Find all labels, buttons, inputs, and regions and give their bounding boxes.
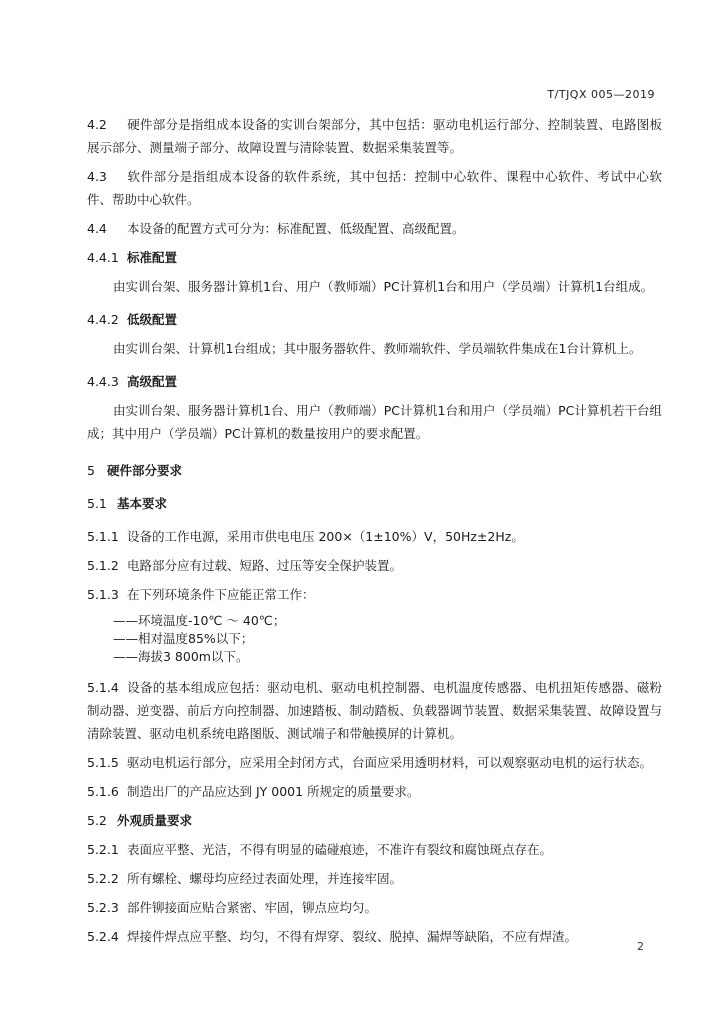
clause-5-1-3	[87, 583, 662, 606]
heading-number: 5.2	[87, 813, 107, 828]
list-item: ——环境温度-10℃ ～ 40℃；	[113, 613, 286, 628]
heading-5-2	[87, 809, 662, 832]
clause-text: 驱动电机运行部分，应采用全封闭方式，台面应采用透明材料，可以观察驱动电机的运行状态。	[127, 755, 653, 770]
heading-4-4-2	[87, 308, 662, 331]
clause-number: 5.2.2	[87, 871, 119, 886]
clause-text: 焊接件焊点应平整、均匀，不得有焊穿、裂纹、脱掉、漏焊等缺陷，不应有焊渣。	[127, 929, 578, 944]
clause-number: 5.2.1	[87, 842, 119, 857]
clause-text: 部件铆接面应贴合紧密、牢固，铆点应均匀。	[127, 900, 378, 915]
clause-4-4-2-text: 由实训台架、计算机1台组成；其中服务器软件、教师端软件、学员端软件集成在1台计算机上。	[113, 341, 642, 356]
page-number: 2	[637, 940, 644, 953]
heading-title: 外观质量要求	[117, 813, 193, 828]
heading-number: 4.4.1	[87, 250, 119, 265]
heading-number: 5	[87, 463, 95, 478]
clause-text: 硬件部分是指组成本设备的实训台架部分，其中包括：驱动电机运行部分、控制装置、电路图板展示部分、测量端子部分、故障设置与清除装置、数据采集装置等。	[87, 117, 662, 155]
heading-number: 5.1	[87, 496, 107, 511]
clause-number: 5.2.4	[87, 929, 119, 944]
standard-code: T/TJQX 005—2019	[547, 88, 655, 101]
clause-number: 5.1.3	[87, 587, 119, 602]
heading-title: 高级配置	[127, 374, 178, 389]
clause-number: 5.1.4	[87, 680, 119, 695]
clause-text: 表面应平整、光洁，不得有明显的磕碰痕迹，不准许有裂纹和腐蚀斑点存在。	[127, 842, 553, 857]
list-item: ——相对温度85%以下；	[113, 631, 254, 646]
clause-5-2-3	[87, 896, 662, 919]
clause-text: 软件部分是指组成本设备的软件系统，其中包括：控制中心软件、课程中心软件、考试中心软件、帮助中心软件。	[87, 169, 662, 207]
clause-text: 电路部分应有过载、短路、过压等安全保护装置。	[127, 558, 403, 573]
clause-5-1-2	[87, 554, 662, 577]
clause-number: 5.1.6	[87, 784, 119, 799]
clause-number: 5.1.1	[87, 529, 119, 544]
clause-number: 5.1.2	[87, 558, 119, 573]
clause-text: 制造出厂的产品应达到 JY 0001 所规定的质量要求。	[127, 784, 420, 799]
heading-5	[87, 459, 662, 482]
clause-text: 在下列环境条件下应能正常工作：	[127, 587, 315, 602]
clause-4-4-3-text: 由实训台架、服务器计算机1台、用户（教师端）PC计算机1台和用户（学员端）PC计算机若干台组成；其中用户（学员端）PC计算机的数量按用户的要求配置。	[87, 403, 662, 441]
list-item: ——海拔3 800m以下。	[113, 649, 249, 664]
clause-4-4	[87, 217, 662, 240]
heading-5-1	[87, 492, 662, 515]
heading-title: 基本要求	[117, 496, 168, 511]
heading-4-4-3	[87, 370, 662, 393]
clause-number: 4.4	[87, 221, 107, 236]
clause-5-2-4	[87, 925, 662, 948]
clause-5-2-1	[87, 838, 662, 861]
clause-text: 设备的工作电源，采用市供电电压 200×（1±10%）V，50Hz±2Hz。	[127, 529, 524, 544]
clause-5-1-4	[87, 676, 662, 745]
clause-5-1-5	[87, 751, 662, 774]
clause-text: 本设备的配置方式可分为：标准配置、低级配置、高级配置。	[127, 221, 465, 236]
clause-5-2-2	[87, 867, 662, 890]
clause-number: 5.1.5	[87, 755, 119, 770]
clause-number: 4.2	[87, 117, 107, 132]
clause-4-4-1-text: 由实训台架、服务器计算机1台、用户（教师端）PC计算机1台和用户（学员端）计算机1台组成。	[113, 279, 654, 294]
clause-text: 所有螺栓、螺母均应经过表面处理，并连接牢固。	[127, 871, 403, 886]
heading-title: 低级配置	[127, 312, 178, 327]
heading-number: 4.4.2	[87, 312, 119, 327]
heading-title: 标准配置	[127, 250, 178, 265]
clause-5-1-1	[87, 525, 662, 548]
clause-number: 5.2.3	[87, 900, 119, 915]
environment-list	[87, 612, 662, 666]
heading-title: 硬件部分要求	[107, 463, 183, 478]
heading-number: 4.4.3	[87, 374, 119, 389]
heading-4-4-1	[87, 246, 662, 269]
document-body	[87, 113, 662, 948]
clause-4-2	[87, 113, 662, 159]
clause-4-3	[87, 165, 662, 211]
clause-number: 4.3	[87, 169, 107, 184]
clause-text: 设备的基本组成应包括：驱动电机、驱动电机控制器、电机温度传感器、电机扭矩传感器、磁粉制动器、逆变器、前后方向控制器、加速踏板、制动踏板、负载器调节装置、数据采集装置、故障设置与清除装置、驱动电机系统电路图版、测试端子和带触摸屏的计算机。	[87, 680, 663, 741]
clause-5-1-6	[87, 780, 662, 803]
